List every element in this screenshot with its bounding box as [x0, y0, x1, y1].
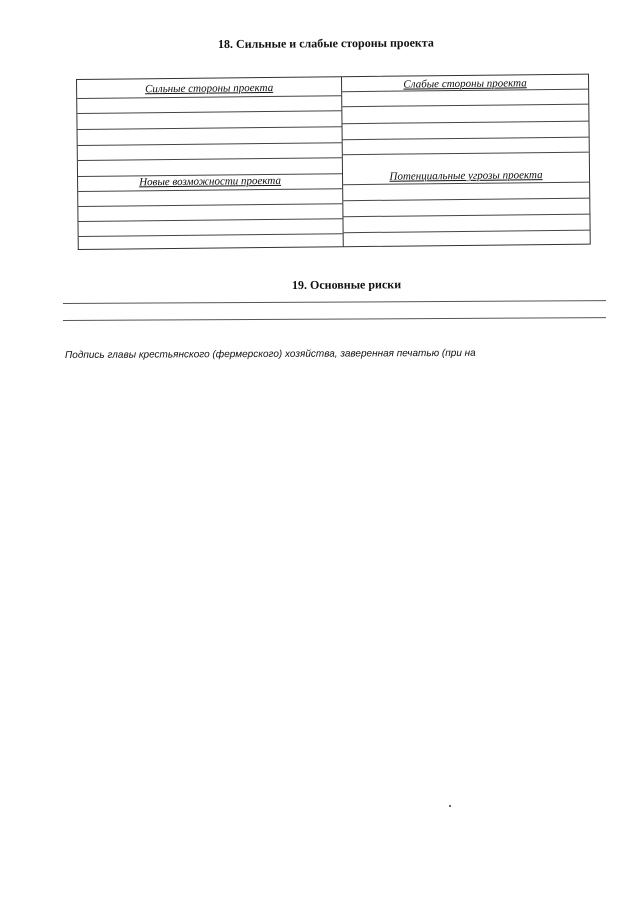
table-rule [342, 121, 588, 125]
table-rule [343, 152, 589, 156]
swot-table [76, 74, 591, 250]
opportunities-header: Новые возможности проекта [139, 174, 282, 189]
section-18-title: 18. Сильные и слабые стороны проекта [217, 35, 434, 51]
signature-caption: Подпись главы крестьянского (фермерского) хозяйства, заверенная печатью (при на [64, 347, 476, 361]
table-rule [343, 214, 589, 218]
risk-entry-line [63, 300, 606, 304]
table-rule [342, 104, 588, 108]
table-rule [78, 157, 342, 161]
table-rule [343, 198, 589, 202]
table-rule [78, 203, 342, 207]
table-rule [78, 142, 342, 146]
swot-right-column [341, 74, 591, 248]
table-rule [78, 126, 342, 130]
table-rule [78, 218, 342, 222]
table-rule [77, 95, 341, 99]
section-19-title: 19. Основные риски [291, 277, 402, 292]
weaknesses-header: Слабые стороны проекта [403, 77, 527, 91]
swot-left-column [76, 76, 343, 250]
table-rule [79, 233, 343, 237]
table-rule [343, 137, 589, 141]
table-rule [78, 188, 342, 192]
strengths-header-cell [77, 81, 341, 96]
scan-speck [449, 805, 451, 807]
table-rule [77, 110, 341, 114]
opportunities-header-cell [78, 174, 342, 189]
table-rule [344, 230, 590, 234]
risk-entry-line [63, 317, 606, 321]
threats-header: Потенциальные угрозы проекта [389, 169, 543, 183]
strengths-header: Сильные стороны проекта [144, 81, 274, 96]
